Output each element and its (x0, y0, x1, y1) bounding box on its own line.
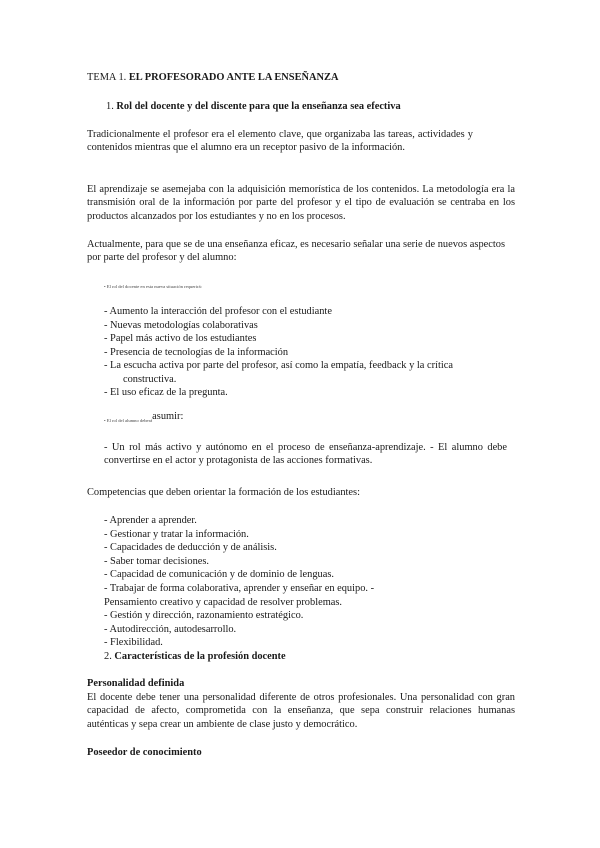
personalidad-text: El docente debe tener una personalidad diferente de otros profesionales. Una personalidad con gran capacidad de afecto, comprometida con la enseñanza, que sepa construir relaciones humanas auténticas y sepa crear un ambiente de clase justo y democrático. (87, 692, 515, 730)
conocimiento-heading: Poseedor de conocimiento (87, 747, 202, 758)
paragraph-current-aspects: Actualmente, para que se de una enseñanza eficaz, es necesario señalar una serie de nuevos aspectos por parte del profesor y del alumno: (87, 239, 505, 264)
list-item: Pensamiento creativo y capacidad de resolver problemas. (104, 596, 343, 608)
list-item: - Nuevas metodologías colaborativas (104, 319, 258, 331)
list-item: - El uso eficaz de la pregunta. (104, 387, 228, 399)
list-item: - Gestionar y tratar la información. (104, 528, 249, 540)
list-item: - Flexibilidad. (104, 637, 163, 649)
docente-list (104, 305, 504, 400)
alumno-intro (104, 413, 183, 426)
alumno-intro-large: asumir: (152, 411, 184, 422)
alumno-text: - Un rol más activo y autónomo en el proceso de enseñanza-aprendizaje. - El alumno debe convertirse en el actor y protagonista de las acciones formativas. (104, 442, 507, 467)
section-2-number: 2. (104, 651, 112, 662)
section-2-heading (104, 650, 286, 663)
list-item: - Capacidades de deducción y de análisis. (104, 542, 277, 554)
section-1-title: Rol del docente y del discente para que la enseñanza sea efectiva (116, 101, 401, 112)
list-item: - Trabajar de forma colaborativa, aprender y enseñar en equipo. - (104, 582, 375, 594)
competencias-intro: Competencias que deben orientar la formación de los estudiantes: (87, 487, 360, 498)
list-item: - Gestión y dirección, razonamiento estratégico. (104, 610, 304, 622)
tema-prefix: TEMA 1. (87, 72, 127, 83)
section-2-title: Características de la profesión docente (114, 651, 286, 662)
tema-title: EL PROFESORADO ANTE LA ENSEÑANZA (128, 72, 339, 83)
competencias-list (104, 514, 504, 650)
list-item: - Presencia de tecnologías de la información (104, 346, 289, 358)
list-item: - Aprender a aprender. (104, 515, 197, 526)
list-item: - Autodirección, autodesarrollo. (104, 623, 237, 635)
paragraph-learning-memorization: El aprendizaje se asemejaba con la adquisición memorística de los contenidos. La metodología era la transmisión oral de la información por parte del profesor y el tipo de evaluación se centraba en los productos alcanzados por los estudiantes y no en los procesos. (87, 184, 515, 222)
list-item: - Saber tomar decisiones. (104, 555, 210, 567)
docente-intro: • El rol del docente en esta nueva situación requerirá: (104, 284, 202, 289)
personalidad-heading: Personalidad definida (87, 678, 185, 689)
list-item: - Aumento la interacción del profesor con el estudiante (104, 306, 332, 317)
paragraph-traditional-role: Tradicionalmente el profesor era el elemento clave, que organizaba las tareas, actividades y contenidos mientras que el alumno era un receptor pasivo de la información. (87, 129, 473, 154)
section-1-number: 1. (106, 101, 114, 112)
section-1-heading (106, 100, 401, 113)
list-item: - La escucha activa por parte del profesor, así como la empatía, feedback y la crítica constructiva. (104, 360, 453, 385)
list-item: - Papel más activo de los estudiantes (104, 333, 257, 345)
page-title (87, 71, 338, 84)
alumno-intro-small: • El rol del alumno deberá (104, 418, 153, 423)
list-item: - Capacidad de comunicación y de dominio de lenguas. (104, 569, 334, 581)
